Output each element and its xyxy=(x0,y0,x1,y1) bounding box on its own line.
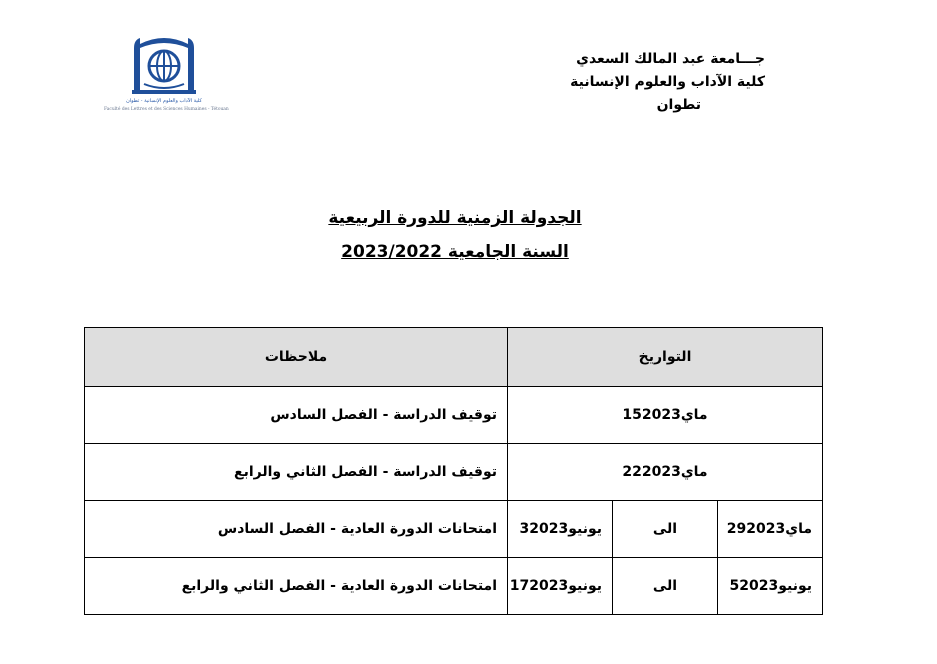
logo-caption-french: Faculté des Lettres et des Sciences Humaines - Tétouan xyxy=(104,107,229,112)
table-row xyxy=(85,444,823,501)
end-date-cell: 3يونيو2023 xyxy=(508,501,613,558)
date-cell: 15ماي2023 xyxy=(508,387,823,444)
to-label-cell: الى xyxy=(613,501,718,558)
note-cell: توقيف الدراسة - الفصل الثاني والرابع xyxy=(85,444,508,501)
table-header-row xyxy=(85,328,823,387)
note-cell: امتحانات الدورة العادية - الفصل الثاني والرابع xyxy=(85,558,508,615)
table-row xyxy=(85,501,823,558)
end-date-cell: 17يونيو2023 xyxy=(508,558,613,615)
dates-column-header: التواريخ xyxy=(508,328,823,387)
schedule-table xyxy=(84,327,823,615)
logo-emblem-icon xyxy=(104,34,224,98)
institution-header xyxy=(525,48,765,117)
university-logo xyxy=(104,34,229,120)
academic-year: السنة الجامعية 2023/2022 xyxy=(341,242,569,262)
table-row xyxy=(85,387,823,444)
city-name: تطوان xyxy=(656,97,701,113)
note-cell: توقيف الدراسة - الفصل السادس xyxy=(85,387,508,444)
start-date-cell: 5يونيو2023 xyxy=(718,558,823,615)
start-date-cell: 29ماي2023 xyxy=(718,501,823,558)
table-row xyxy=(85,558,823,615)
date-cell: 22ماي2023 xyxy=(508,444,823,501)
notes-column-header: ملاحظات xyxy=(85,328,508,387)
university-name: جـــامعة عبد المالك السعدي xyxy=(576,51,765,67)
page-title: الجدولة الزمنية للدورة الربيعية xyxy=(328,208,582,228)
faculty-name: كلية الآداب والعلوم الإنسانية xyxy=(570,74,765,90)
note-cell: امتحانات الدورة العادية - الفصل السادس xyxy=(85,501,508,558)
logo-caption-arabic: كلية الآداب والعلوم الإنسانية - تطوان xyxy=(126,98,202,104)
to-label-cell: الى xyxy=(613,558,718,615)
